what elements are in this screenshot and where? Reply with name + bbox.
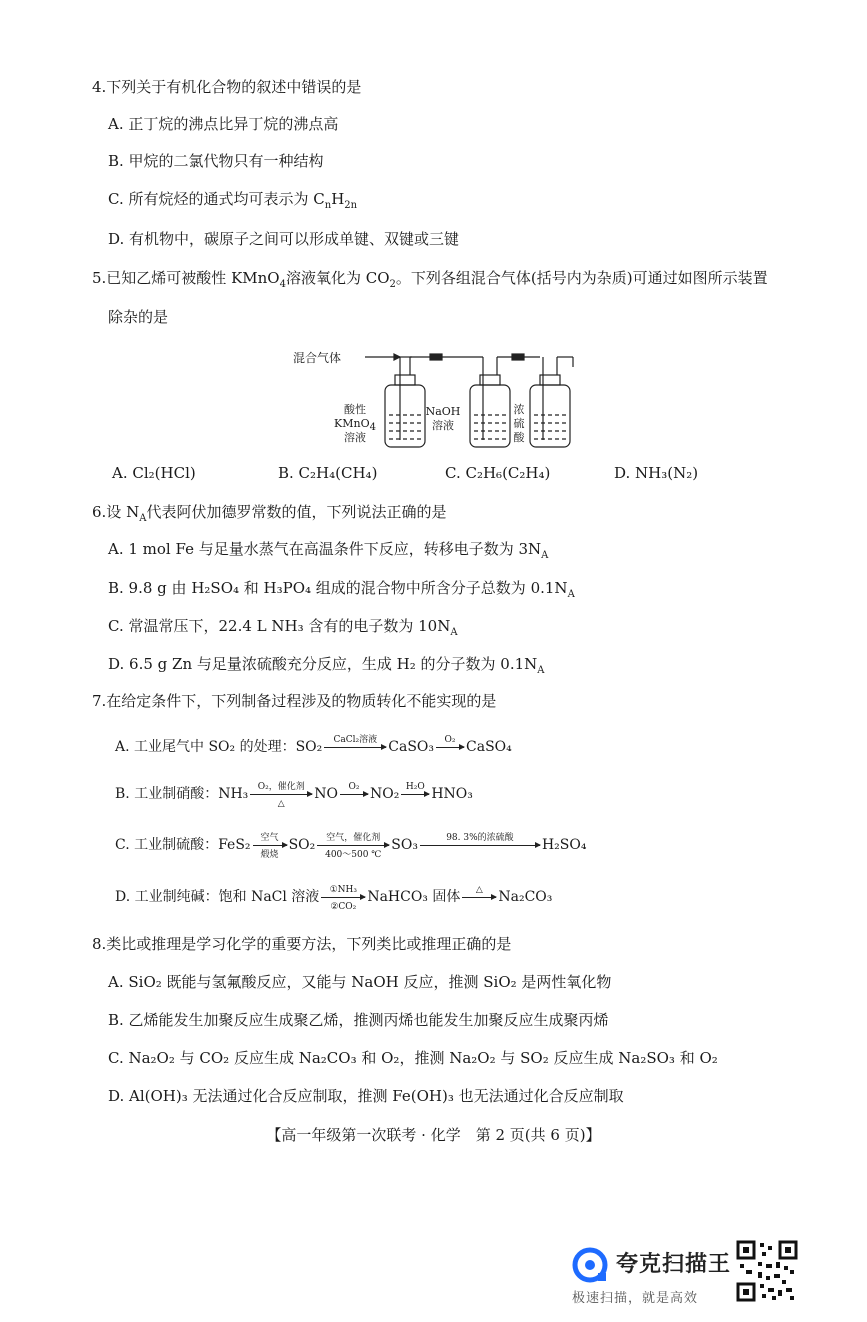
q7-option-b: B. 工业制硝酸：NH₃ O₂，催化剂 △ NO O₂ NO₂ H₂O HNO₃ [115,781,473,809]
q8-option-a: A. SiO₂ 既能与氢氟酸反应，又能与 NaOH 反应，推测 SiO₂ 是两性氧化物 [108,973,612,991]
q8-option-b: B. 乙烯能发生加聚反应生成聚乙烯，推测丙烯也能发生加聚反应生成聚丙烯 [108,1011,609,1029]
q6-option-c: C. 常温常压下，22.4 L NH₃ 含有的电子数为 $10N_A$ [108,617,458,638]
q6-stem-a: 6.设 N [92,503,140,521]
bottle2-label-l2: 溶液 [432,419,454,432]
q6-option-b: B. 9.8 g 由 H₂SO₄ 和 H₃PO₄ 组成的混合物中所含分子总数为 $0.1N_A$ [108,579,575,600]
q5-option-d: D. NH₃(N₂) [614,464,699,482]
q5-stem-b: 溶液氧化为 CO [285,269,390,287]
brand-slogan: 极速扫描，就是高效 [572,1291,699,1306]
q6-stem [92,502,446,522]
qr-code-icon [736,1240,798,1302]
bottle1-label-l1: 酸性 [344,403,366,416]
bottle1-label-l2: KMnO$_4$ [334,417,376,434]
q4-c-text: C. 所有烷烃的通式均可表示为 C [108,190,325,208]
q4-stem: 4.下列关于有机化合物的叙述中错误的是 [92,78,362,96]
q6-stem-b: 代表阿伏加德罗常数的值，下列说法正确的是 [146,503,447,521]
bottle3-label [511,403,527,445]
q7-a-arrow1: CaCl₂溶液 [324,747,386,748]
q8-option-c: C. Na₂O₂ 与 CO₂ 反应生成 Na₂CO₃ 和 O₂，推测 Na₂O₂ 与 SO₂ 反应生成 Na₂SO₃ 和 O₂ [108,1049,718,1067]
bottle2-label [423,405,463,433]
q4-option-b: B. 甲烷的二氯代物只有一种结构 [108,152,324,170]
bottle1-label-l3: 溶液 [344,431,366,444]
q7-d-arrow2: △ [462,897,496,898]
q7-option-a: A. 工业尾气中 SO₂ 的处理：SO₂ CaCl₂溶液 CaSO₃ O₂ CaSO₄ [115,734,512,755]
q7-b-arrow1: O₂，催化剂 △ [250,794,312,795]
q7-a-arrow2: O₂ [436,747,464,748]
quark-logo-icon [572,1247,608,1283]
bottle3-label-l3: 酸 [513,431,525,444]
bottle3-label-l1: 浓 [513,403,525,416]
q5-stem-a: 5.已知乙烯可被酸性 KMnO [92,269,280,287]
bottle3-label-l2: 硫 [513,417,525,430]
q7-stem: 7.在给定条件下，下列制备过程涉及的物质转化不能实现的是 [92,692,497,710]
q8-option-d: D. Al(OH)₃ 无法通过化合反应制取，推测 Fe(OH)₃ 也无法通过化合反应制取 [108,1087,624,1105]
q4-c-sub-2n: 2n [344,200,358,211]
q5-stem-line1: 5.已知乙烯可被酸性 KMnO$_4$溶液氧化为 $CO_2$。下列各组混合气体(括号内为杂质)可通过如图所示装置 [92,269,768,290]
q8-stem: 8.类比或推理是学习化学的重要方法，下列类比或推理正确的是 [92,935,512,953]
q5-option-b: B. C₂H₄(CH₄) [278,464,378,482]
q7-b-arrow3: H₂O [401,794,429,795]
q4-option-c [108,189,357,209]
q4-option-d: D. 有机物中，碳原子之间可以形成单键、双键或三键 [108,230,460,248]
scanner-watermark [570,1245,867,1315]
q7-d-arrow1: $\frac{\text{①NH₃}}{\text{②CO₂}}$ [321,897,365,898]
q5-stem-c: 。下列各组混合气体(括号内为杂质)可通过如图所示装置 [395,269,768,287]
q7-c-arrow3: 98. 3%的浓硫酸 [420,845,540,846]
inlet-label: 混合气体 [293,351,342,365]
page-footer: 【高一年级第一次联考 · 化学 第 2 页(共 6 页)】 [266,1126,601,1144]
q6-option-a: A. 1 mol Fe 与足量水蒸气在高温条件下反应，转移电子数为 $3N_A$ [108,540,549,561]
q6-option-d: D. 6.5 g Zn 与足量浓硫酸充分反应，生成 H₂ 的分子数为 $0.1N_A$ [108,655,545,676]
q5-option-a: A. Cl₂(HCl) [112,464,196,482]
gas-washing-apparatus-diagram [290,345,590,455]
q5-stem-line2: 除杂的是 [108,308,169,326]
q7-c-arrow2: 空气，催化剂 400～500 ℃ [317,845,389,846]
q6-stem-sub: A [139,513,147,524]
q4-c-sub-n: n [324,200,332,211]
q5-option-c: C. C₂H₆(C₂H₄) [445,464,551,482]
q7-option-c: C. 工业制硫酸：FeS₂ 空气 煅烧 SO₂ 空气，催化剂 400～500 ℃ SO₃ 98. 3%的浓硫酸 H₂SO₄ [115,832,587,860]
bottle2-label-l1: NaOH [425,405,461,418]
q7-b-arrow2: O₂ [340,794,368,795]
brand-name: 夸克扫描王 [616,1252,732,1277]
q4-c-h: H [331,190,345,208]
q7-c-arrow1: 空气 煅烧 [253,845,287,846]
q4-option-a: A. 正丁烷的沸点比异丁烷的沸点高 [108,115,339,133]
q7-option-d: D. 工业制纯碱：饱和 NaCl 溶液 $\frac{\text{①NH₃}}{\text{②CO₂}}$ NaHCO₃ 固体 △ Na₂CO₃ [115,884,553,912]
bottle1-label [330,403,380,445]
